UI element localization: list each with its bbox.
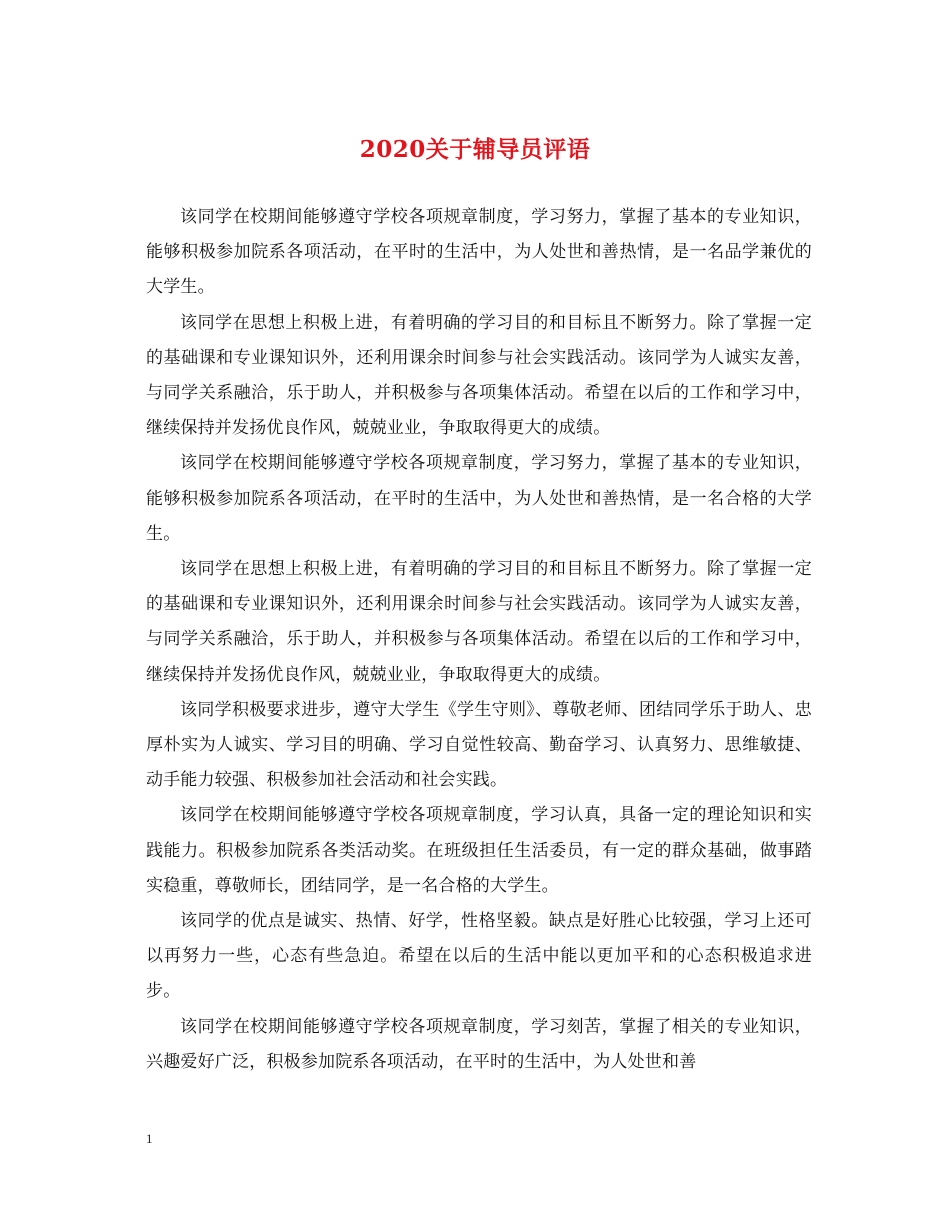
page-title: 2020关于辅导员评语 (359, 136, 591, 163)
paragraph-7: 该同学的优点是诚实、热情、好学，性格坚毅。缺点是好胜心比较强，学习上还可以再努力一些，心态有些急迫。希望在以后的生活中能以更加平和的心态积极追求进步。 (146, 911, 812, 1002)
page-number: 1 (146, 1131, 153, 1146)
paragraph-8: 该同学在校期间能够遵守学校各项规章制度，学习刻苦，掌握了相关的专业知识，兴趣爱好广泛，积极参加院系各项活动，在平时的生活中，为人处世和善 (146, 1016, 812, 1072)
paragraph-6: 该同学在校期间能够遵守学校各项规章制度，学习认真，具备一定的理论知识和实践能力。积极参加院系各类活动奖。在班级担任生活委员，有一定的群众基础，做事踏实稳重，尊敬师长，团结同学，是一名合格的大学生。 (146, 805, 812, 896)
paragraph-2: 该同学在思想上积极上进，有着明确的学习目的和目标且不断努力。除了掌握一定的基础课和专业课知识外，还利用课余时间参与社会实践活动。该同学为人诚实友善，与同学关系融洽，乐于助人，并积极参与各项集体活动。希望在以后的工作和学习中，继续保持并发扬优良作风，兢兢业业，争取取得更大的成绩。 (146, 312, 812, 439)
paragraph-1: 该同学在校期间能够遵守学校各项规章制度，学习努力，掌握了基本的专业知识，能够积极参加院系各项活动，在平时的生活中，为人处世和善热情，是一名品学兼优的大学生。 (146, 207, 812, 298)
paragraph-5: 该同学积极要求进步，遵守大学生《学生守则》、尊敬老师、团结同学乐于助人、忠厚朴实为人诚实、学习目的明确、学习自觉性较高、勤奋学习、认真努力、思维敏捷、动手能力较强、积极参加社会活动和社会实践。 (146, 699, 812, 791)
document-body (146, 200, 812, 1080)
paragraph-3: 该同学在校期间能够遵守学校各项规章制度，学习努力，掌握了基本的专业知识，能够积极参加院系各项活动，在平时的生活中，为人处世和善热情，是一名合格的大学生。 (146, 453, 812, 544)
paragraph-4: 该同学在思想上积极上进，有着明确的学习目的和目标且不断努力。除了掌握一定的基础课和专业课知识外，还利用课余时间参与社会实践活动。该同学为人诚实友善，与同学关系融洽，乐于助人，并积极参与各项集体活动。希望在以后的工作和学习中，继续保持并发扬优良作风，兢兢业业，争取取得更大的成绩。 (146, 559, 812, 685)
